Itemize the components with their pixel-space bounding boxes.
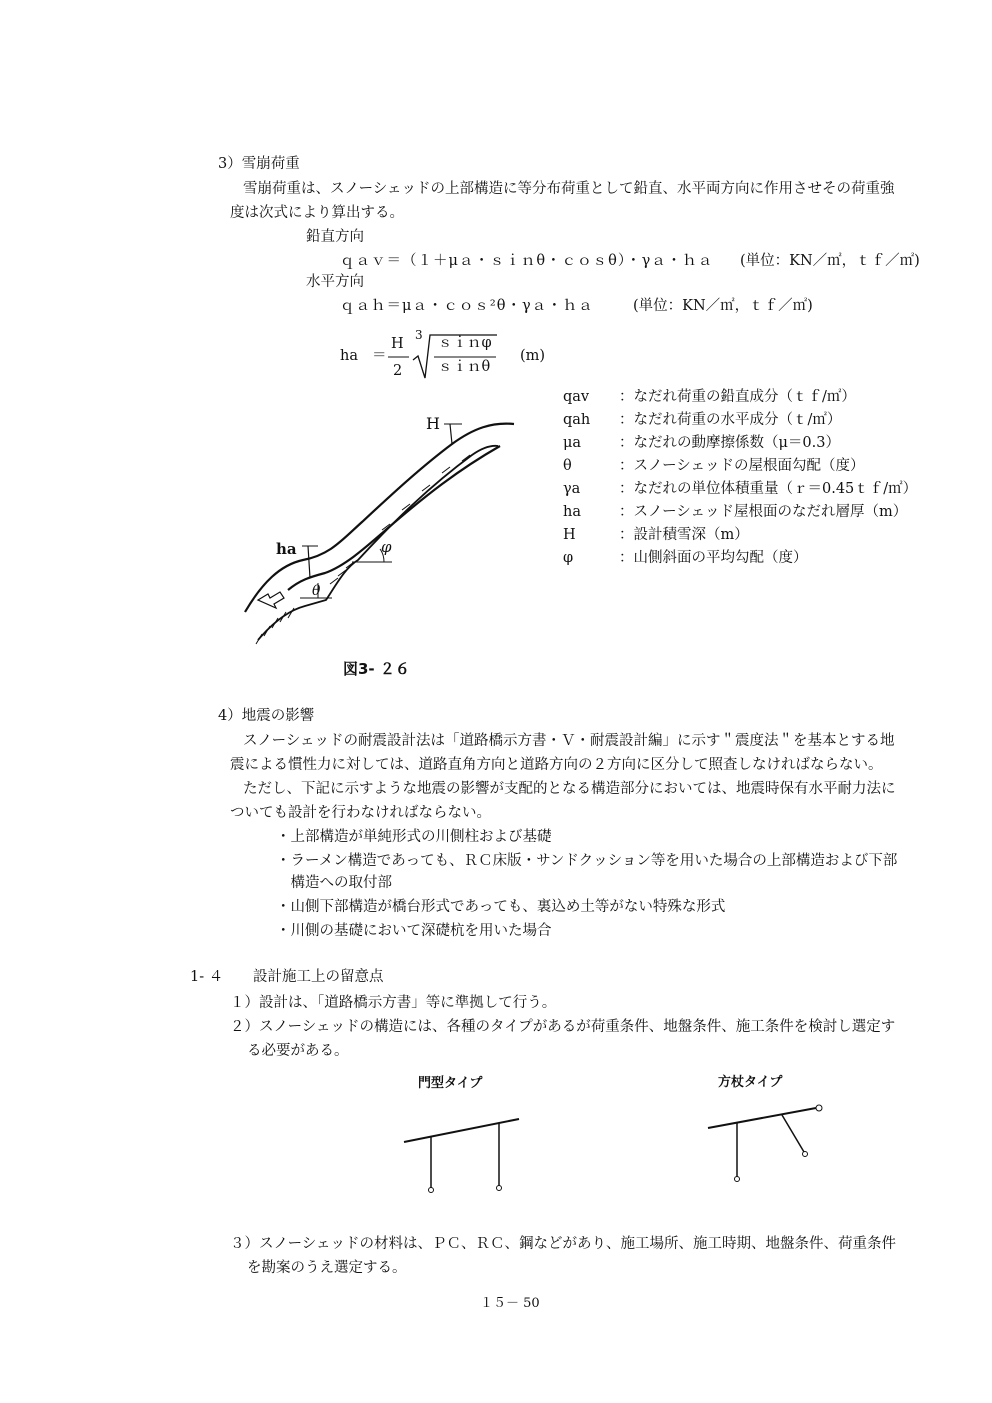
legend-symbol: qav: [563, 389, 590, 405]
item-2-line2: る必要がある。: [247, 1043, 349, 1059]
vertical-formula: ｑａｖ＝（１＋μａ・ｓｉｎθ・ｃｏｓθ）・γａ・ｈａ: [340, 253, 714, 269]
ha-formula-lhs: ha: [340, 348, 358, 364]
legend-description: ：なだれの動摩擦係数（μ＝0.3）: [619, 435, 840, 451]
ha-formula-inner-denominator: ｓｉｎθ: [438, 359, 491, 375]
horizontal-formula: ｑａｈ＝μａ・ｃｏｓ²θ・γａ・ｈａ: [340, 298, 594, 314]
ha-formula-fraction-denominator: 2: [393, 363, 403, 379]
ha-formula-root-index: 3: [415, 328, 423, 342]
vertical-unit: (単位：KN／㎡，ｔｆ／㎡): [740, 253, 920, 269]
legend-description: ：スノーシェッド屋根面のなだれ層厚（m）: [619, 504, 908, 520]
legend-description: ：山側斜面の平均勾配（度）: [619, 550, 808, 566]
figure-label-H: H: [426, 414, 440, 433]
legend-symbol: qah: [563, 412, 591, 428]
bullet-item-continuation: 構造への取付部: [276, 875, 392, 891]
bullet-item: ・山側下部構造が橋台形式であっても、裏込め土等がない特殊な形式: [276, 899, 726, 915]
item-2-line1: ２）スノーシェッドの構造には、各種のタイプがあるが荷重条件、地盤条件、施工条件を検討し選定す: [230, 1019, 896, 1035]
section-3-intro-line1: 雪崩荷重は、スノーシェッドの上部構造に等分布荷重として鉛直、水平両方向に作用させその荷重強: [243, 181, 895, 197]
legend-symbol: φ: [563, 550, 574, 566]
legend-description: ：スノーシェッドの屋根面勾配（度）: [619, 458, 865, 474]
section-1-4-title: 設計施工上の留意点: [253, 969, 384, 985]
item-3-line1: ３）スノーシェッドの材料は、ＰＣ、ＲＣ、鋼などがあり、施工場所、施工時期、地盤条件、荷重条件: [230, 1236, 896, 1252]
section-3-heading: 3）雪崩荷重: [218, 156, 300, 172]
section-4-p1-line1: スノーシェッドの耐震設計法は「道路橋示方書・Ｖ・耐震設計編」に示す＂震度法＂を基本とする地: [243, 733, 895, 749]
figure-caption: 図3- ２６: [343, 660, 410, 678]
ha-formula-equals: ＝: [372, 348, 387, 364]
section-4-p2-line1: ただし、下記に示すような地震の影響が支配的となる構造部分においては、地震時保有水平耐力法に: [243, 781, 896, 797]
section-1-4-number: 1- ４: [190, 969, 224, 985]
item-1: １）設計は、「道路橋示方書」等に準拠して行う。: [230, 995, 557, 1011]
figure-label-theta: θ: [312, 583, 321, 599]
legend-symbol: ha: [563, 504, 581, 520]
figure-label-phi: φ: [381, 538, 392, 556]
legend-symbol: μa: [563, 435, 582, 451]
horizontal-unit: (単位：KN／㎡，ｔｆ／㎡): [633, 298, 813, 314]
legend-symbol: H: [563, 527, 576, 543]
vertical-direction-label: 鉛直方向: [306, 229, 364, 245]
bullet-item: ・上部構造が単純形式の川側柱および基礎: [276, 829, 552, 845]
legend-description: ：なだれ荷重の水平成分（ｔ/㎡）: [619, 412, 842, 428]
page-number: １５－ 50: [480, 1296, 540, 1311]
legend-description: ：なだれ荷重の鉛直成分（ｔｆ/㎡）: [619, 389, 856, 405]
section-4-heading: 4）地震の影響: [218, 708, 315, 724]
legend-description: ：設計積雪深（m）: [619, 527, 749, 543]
section-4-p2-line2: ついても設計を行わなければならない。: [230, 805, 491, 821]
horizontal-direction-label: 水平方向: [306, 274, 364, 290]
legend-symbol: γa: [563, 481, 581, 497]
figure-label-ha: ha: [276, 540, 297, 558]
gate-type-label: 門型タイプ: [418, 1076, 483, 1091]
bullet-item: ・川側の基礎において深礎杭を用いた場合: [276, 923, 552, 939]
section-3-intro-line2: 度は次式により算出する。: [230, 205, 404, 221]
item-3-line2: を勘案のうえ選定する。: [247, 1260, 407, 1276]
legend-symbol: θ: [563, 458, 572, 474]
ha-formula-unit: (m): [520, 348, 546, 364]
bullet-item: ・ラーメン構造であっても、ＲＣ床版・サンドクッション等を用いた場合の上部構造および下部: [276, 853, 898, 869]
ha-formula-fraction-numerator: H: [391, 336, 404, 352]
ha-formula-inner-numerator: ｓｉｎφ: [438, 335, 492, 351]
section-4-p1-line2: 震による慣性力に対しては、道路直角方向と道路方向の２方向に区分して照査しなければならない。: [230, 757, 883, 773]
strut-type-label: 方杖タイプ: [718, 1075, 783, 1090]
legend-description: ：なだれの単位体積重量（ｒ＝0.45ｔｆ/㎡）: [619, 481, 918, 497]
